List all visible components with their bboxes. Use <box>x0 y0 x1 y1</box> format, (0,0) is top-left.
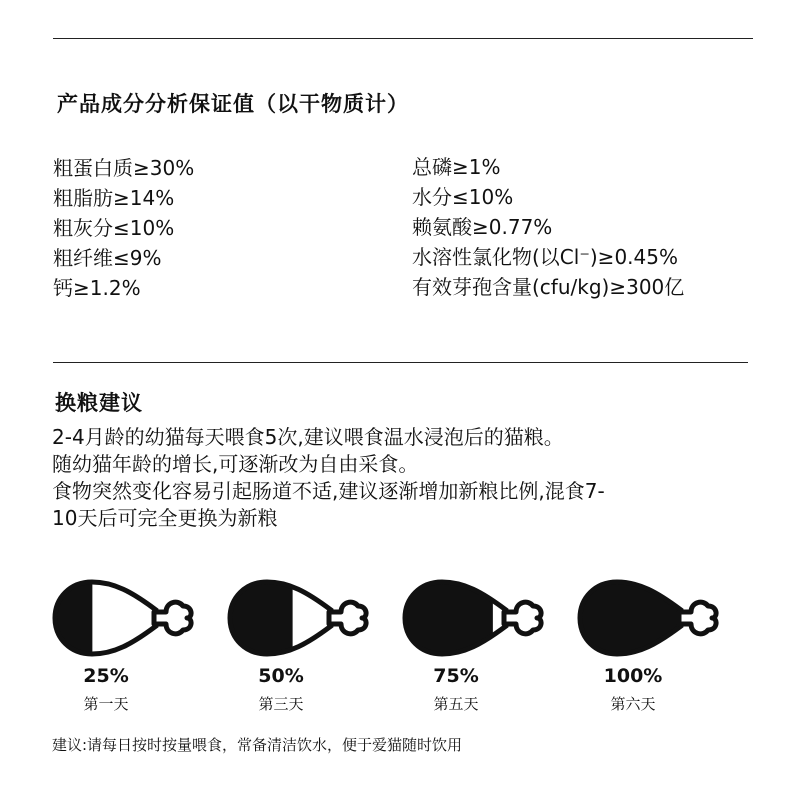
stage-day: 第五天 <box>433 695 479 713</box>
stage-percent: 100% <box>603 665 663 687</box>
drumstick-bone <box>329 602 366 634</box>
stage-day: 第一天 <box>83 695 129 713</box>
stage-day: 第六天 <box>610 695 656 713</box>
analysis-title: 产品成分分析保证值（以干物质计） <box>57 92 409 116</box>
stage-day: 第三天 <box>258 695 304 713</box>
top-divider <box>53 38 753 39</box>
drumstick-bone <box>679 602 716 634</box>
drumstick-bone <box>504 602 541 634</box>
analysis-item: 水溶性氯化物(以Cl⁻)≥0.45% <box>412 245 678 269</box>
transition-line: 食物突然变化容易引起肠道不适,建议逐渐增加新粮比例,混食7- <box>52 479 605 503</box>
transition-line: 10天后可完全更换为新粮 <box>52 506 278 530</box>
analysis-item: 粗纤维≤9% <box>53 246 162 270</box>
analysis-item: 粗脂肪≥14% <box>53 186 175 210</box>
drumstick-icon-stage-1 <box>52 578 222 658</box>
stage-percent: 75% <box>433 665 479 687</box>
drumstick-icon-stage-2 <box>227 578 397 658</box>
drumstick-bone <box>154 602 191 634</box>
drumstick-icon-stage-3 <box>402 578 572 658</box>
footer-note: 建议:请每日按时按量喂食，常备清洁饮水，便于爱猫随时饮用 <box>52 736 463 754</box>
analysis-item: 钙≥1.2% <box>53 276 141 300</box>
analysis-item: 粗灰分≤10% <box>53 216 175 240</box>
drumstick-icon-stage-4 <box>577 578 747 658</box>
analysis-left-column <box>53 153 194 303</box>
transition-line: 随幼猫年龄的增长,可逐渐改为自由采食。 <box>52 452 419 476</box>
transition-paragraph <box>52 424 605 532</box>
analysis-right-column <box>412 152 684 302</box>
analysis-item: 有效芽孢含量(cfu/kg)≥300亿 <box>412 275 685 299</box>
transition-title: 换粮建议 <box>55 391 143 415</box>
analysis-item: 水分≤10% <box>412 185 514 209</box>
drumstick-fill <box>55 578 92 658</box>
stage-percent: 25% <box>83 665 129 687</box>
transition-line: 2-4月龄的幼猫每天喂食5次,建议喂食温水浸泡后的猫粮。 <box>52 425 564 449</box>
middle-divider <box>53 362 748 363</box>
analysis-item: 总磷≥1% <box>412 155 501 179</box>
analysis-item: 赖氨酸≥0.77% <box>412 215 553 239</box>
analysis-item: 粗蛋白质≥30% <box>53 156 195 180</box>
stage-percent: 50% <box>258 665 304 687</box>
